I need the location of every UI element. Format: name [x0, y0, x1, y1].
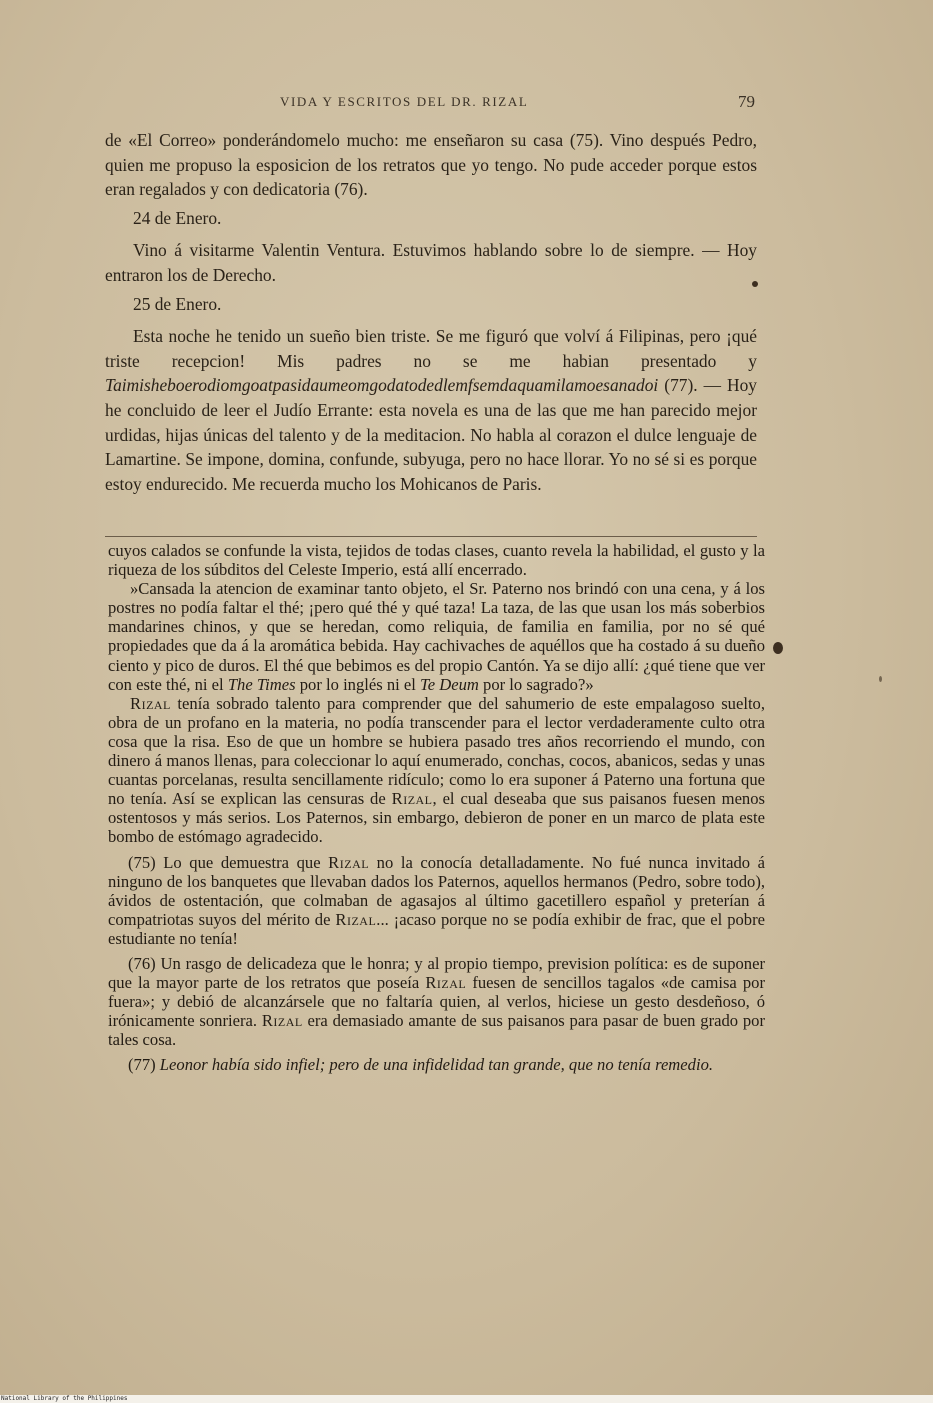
rizal-name: Rizal — [261, 1011, 303, 1031]
footnote-77: (77) Leonor había sido infiel; pero de una infidelidad tan grande, que no tenía remedio. — [128, 1055, 714, 1075]
diary-text — [105, 128, 757, 496]
te-deum-title: Te Deum — [420, 674, 479, 694]
paragraph-3-end: (77). — Hoy he concluido de leer el Judío Errante: esta novela es una de las que me han parecido mejor urdidas, hijas únicas del talento y de la meditacion. No habla al corazon el dulce lenguaje de Lamartine. Se impone, domina, confunde, subyuga, pero no hace llorar. Yo no sé si es porque estoy endurecido. Me recuerda mucho los Mohicanos de Paris. — [105, 375, 757, 494]
note-continuation: cuyos calados se confunde la vista, tejidos de todas clases, cuanto revela la habilidad, el gusto y la riqueza de los súbditos del Celeste Imperio, está allí encerrado. — [108, 541, 765, 580]
rizal-name: Rizal — [425, 973, 467, 993]
rizal-name: Rizal — [335, 909, 377, 929]
rizal-name: Rizal — [391, 789, 433, 809]
paragraph-1: de «El Correo» ponderándomelo mucho: me enseñaron su casa (75). Vino después Pedro, quien me propuso la esposicion de los retratos que yo tengo. No pude acceder porque estos eran regalados y con dedicatoria (76). — [105, 130, 757, 200]
footnote-77-text: Leonor había sido infiel; pero de una infidelidad tan grande, que no tenía remedio. — [159, 1055, 714, 1075]
diary-date-25: 25 de Enero. — [133, 293, 222, 314]
ink-spot — [773, 642, 783, 654]
paragraph-2: Vino á visitarme Valentin Ventura. Estuvimos hablando sobre lo de siempre. — Hoy entraron los de Derecho. — [105, 240, 757, 285]
page-number: 79 — [738, 92, 755, 111]
library-credit: National Library of the Philippines — [1, 1395, 128, 1402]
footnote-divider — [105, 536, 757, 537]
footnotes — [108, 541, 765, 1075]
footnote-75: (75) Lo que demuestra que Rizal no la conocía detalladamente. No fué nunca invitado á ninguno de los banquetes que llevaban dados los Paternos, aquellos hermanos (Pedro, sobre todo), ávidos de ostentación, que colmaban de agasajos al último gacetillero español y preterían á compatriotas suyos del mérito de Rizal... ¡acaso porque no se podía exhibir de frac, que el pobre estudiante no tenía! — [108, 852, 765, 948]
diary-date-24: 24 de Enero. — [133, 207, 222, 228]
note-commentary: Rizal tenía sobrado talento para comprender que del sahumerio de este empalagoso suelto, obra de un profano en la materia, no podía transcender para el lector verdaderamente culto otra cosa que la risa. Eso de que un hombre se hubiera pasado tres años recorriendo el mundo, con dinero á manos llenas, para coleccionar lo aquí enumerado, conchas, cocos, abanicos, sedas y unas cuantas porcelanas, resulta sencillamente ridículo; como lo era suponer á Paterno una fortuna que no tenía. Así se explican las censuras de Rizal, el cual deseaba que sus paisanos fuesen menos ostentosos y más serios. Los Paternos, sin embargo, debieron de poner en un marco de plata este bombo de estómago agradecido. — [108, 693, 765, 847]
running-title: VIDA Y ESCRITOS DEL DR. RIZAL — [280, 94, 529, 109]
rizal-name: Rizal — [328, 852, 370, 872]
times-title: The Times — [227, 674, 296, 694]
footer-strip — [0, 1395, 933, 1403]
rizal-name: Rizal — [130, 693, 171, 713]
ink-spot — [752, 281, 758, 287]
ink-spot — [879, 676, 882, 682]
footnote-76: (76) Un rasgo de delicadeza que le honra; y al propio tiempo, prevision política: es de suponer que la mayor parte de los retratos que poseía Rizal fuesen de sencillos tagalos «de camisa por fuera»; y debió de alcanzársele que no faltaría quien, al verlos, hiciese un gesto desdeñoso, ó irónicamente sonriera. Rizal era demasiado amante de sus paisanos para pasar de buen grado por tales cosa. — [108, 953, 766, 1050]
running-head — [105, 92, 755, 116]
paragraph-3-start: Esta noche he tenido un sueño bien triste. Se me figuró que volví á Filipinas, pero ¡qué triste recepcion! Mis padres no se me habian presentado y — [105, 326, 757, 371]
cipher-text: Taimisheboerodiomgoatpasidaumeomgodatodedlemfsemdaquamilamoesanadoi — [105, 375, 659, 396]
note-quote-paragraph: »Cansada la atencion de examinar tanto objeto, el Sr. Paterno nos brindó con una cena, y á los postres no podía faltar el thé; ¡pero qué thé y qué taza! La taza, de las que usan los más soberbios mandarines chinos, y que se heredan, como reliquia, de familia en familia, por no sé qué propiedades que da á la aromática bebida. Hay cachivaches de aquéllos que ha costado á su dueño ciento y pico de duros. El thé que bebimos es del propio Cantón. Ya se dijo allí: ¿qué tiene que ver con este thé, ni el The Times por lo inglés ni el Te Deum por lo sagrado?» — [108, 579, 765, 694]
paragraph-3 — [105, 324, 757, 496]
